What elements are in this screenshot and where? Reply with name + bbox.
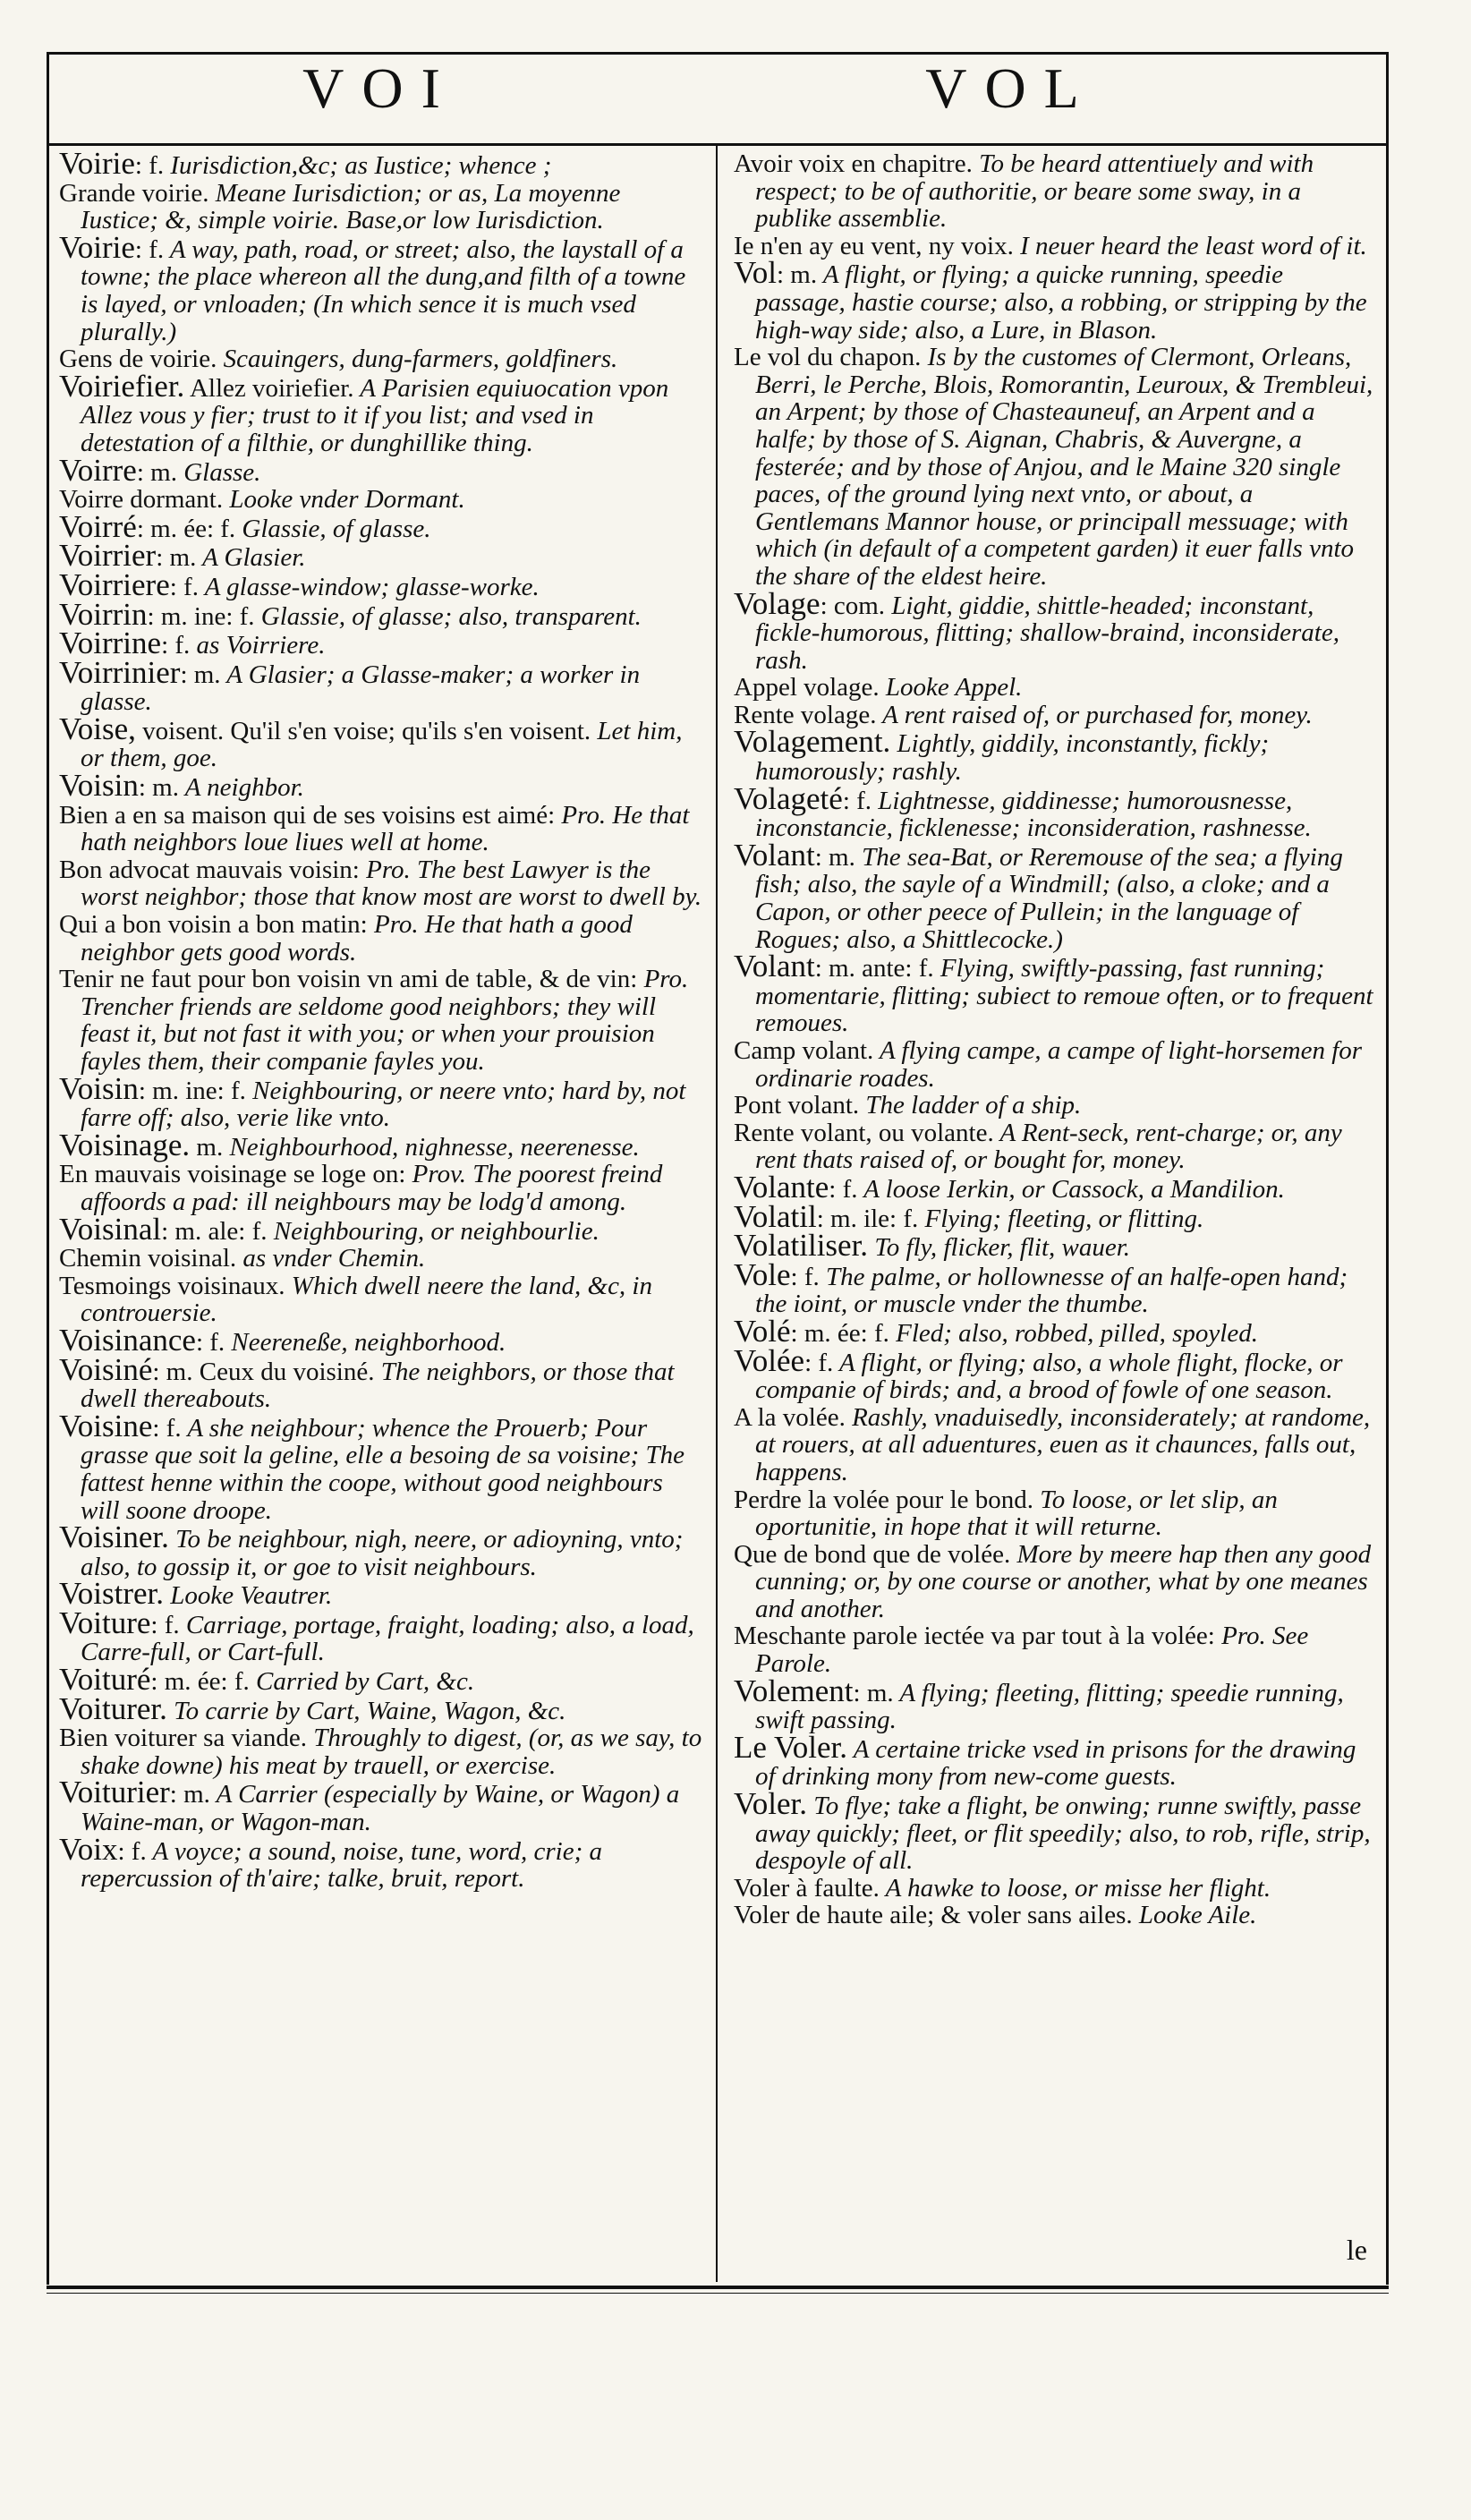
grammar-note: : f. bbox=[842, 786, 872, 815]
headword: Rente volage. bbox=[734, 700, 877, 729]
headword: Voirriere bbox=[59, 566, 170, 602]
dictionary-entry bbox=[734, 255, 1373, 345]
dictionary-subentry bbox=[734, 674, 1373, 702]
running-head-right: VOL bbox=[925, 56, 1097, 120]
dictionary-entry bbox=[59, 654, 703, 717]
definition: Glasse. bbox=[176, 457, 261, 487]
dictionary-entry bbox=[59, 1351, 703, 1414]
headword: Meschante parole iectée va par tout à la volée: bbox=[734, 1622, 1215, 1651]
headword: Avoir voix en chapitre. bbox=[734, 149, 973, 178]
definition: More by meere hap then any good cunning; or, by one course or another, what by one meanes and another. bbox=[755, 1539, 1372, 1623]
definition: To carrie by Cart, Waine, Wagon, &c. bbox=[166, 1696, 566, 1725]
headword: Voirrier bbox=[59, 538, 157, 574]
dictionary-entry bbox=[734, 1729, 1373, 1792]
definition: To loose, or let slip, an oportunitie, in hope that it will returne. bbox=[755, 1485, 1278, 1542]
grammar-note: : m. bbox=[777, 260, 818, 290]
headword: Gens de voirie. bbox=[59, 345, 217, 374]
definition: Looke vnder Dormant. bbox=[223, 485, 465, 515]
grammar-note: : m. ée: f. bbox=[790, 1318, 889, 1348]
headword: Volante bbox=[734, 1169, 829, 1205]
bottom-rule bbox=[47, 2286, 1389, 2289]
definition: Glassie, of glasse. bbox=[235, 514, 431, 543]
headword: Voisin bbox=[59, 1070, 139, 1106]
headword: Voix bbox=[59, 1831, 118, 1867]
headword: Volagement. bbox=[734, 724, 891, 760]
headword: Grande voirie. bbox=[59, 178, 209, 208]
definition: Fled; also, robbed, pilled, spoyled. bbox=[889, 1318, 1258, 1348]
definition: To be heard attentiuely and with respect; to be of authoritie, or beare some sway, in a publike assemblie. bbox=[755, 149, 1314, 234]
definition: To be neighbour, nigh, neere, or adioyning, vnto; also, to gossip it, or goe to visit neighbours. bbox=[81, 1525, 684, 1581]
headword: Bon advocat mauvais voisin: bbox=[59, 855, 360, 884]
headword: Volé bbox=[734, 1313, 791, 1349]
definition: A voyce; a sound, noise, tune, word, crie; a repercussion of th'aire; talke, bruit, report. bbox=[81, 1836, 603, 1894]
headword: Voise, bbox=[59, 711, 136, 746]
headword: Voiturer. bbox=[59, 1690, 167, 1726]
definition: Neereneße, neighborhood. bbox=[225, 1327, 506, 1357]
definition: Neighbourhood, nighnesse, neerenesse. bbox=[223, 1132, 640, 1162]
dictionary-entry bbox=[59, 711, 703, 773]
definition: Throughly to digest, (or, as we say, to shake downe) his meat by trauell, or exercise. bbox=[81, 1724, 702, 1780]
dictionary-subentry bbox=[59, 180, 703, 234]
headword: Volant bbox=[734, 949, 815, 984]
definition: The palme, or hollownesse of an halfe-open hand; the ioint, or muscle vnder the thumbe. bbox=[755, 1262, 1348, 1319]
dictionary-subentry bbox=[734, 1902, 1373, 1929]
dictionary-entry bbox=[59, 368, 703, 457]
headword: Voirre dormant. bbox=[59, 485, 224, 515]
dictionary-entry bbox=[734, 837, 1373, 954]
grammar-note: : com. bbox=[820, 591, 886, 620]
dictionary-subentry bbox=[734, 233, 1373, 260]
definition: To fly, flicker, flit, wauer. bbox=[868, 1233, 1131, 1263]
definition: Lightnesse, giddinesse; humorousnesse, inconstancie, ficklenesse; inconsideration, rashnesse. bbox=[755, 786, 1312, 843]
definition: A she neighbour; whence the Prouerb; Pour grasse que soit la geline, elle a besoing de sa voisine; The fattest henne within the coope, without good neighbours will soone droope. bbox=[81, 1413, 684, 1525]
headword: Voirrin bbox=[59, 596, 148, 632]
definition: Flying, swiftly-passing, fast running; momentarie, flitting; subiect to remoue often, or to frequent remoues. bbox=[755, 954, 1373, 1038]
definition: Is by the customes of Clermont, Orleans, Berri, le Perche, Blois, Romorantin, Leuroux, & Trembleui, an Arpent; by those of Chasteauneuf, an Arpent and a halfe; by those of S. Aignan, Chabris, & Auvergne, a festerée; and by those of Anjou, and le Maine 320 single paces, of the ground lying next vnto, or about, a Gentlemans Mannor house, or principall messuage; with which (in default of a competent garden) it euer falls vnto the share of the eldest heire. bbox=[755, 343, 1373, 591]
headword: Camp volant. bbox=[734, 1036, 874, 1065]
definition: Flying; fleeting, or flitting. bbox=[918, 1204, 1204, 1233]
grammar-note: : f. bbox=[134, 151, 165, 180]
dictionary-subentry bbox=[734, 150, 1373, 233]
grammar-note: m. bbox=[190, 1132, 224, 1162]
grammar-note: : m. bbox=[138, 773, 179, 803]
dictionary-entry bbox=[734, 585, 1373, 675]
column-divider bbox=[716, 145, 718, 2282]
headword: Volage bbox=[734, 585, 821, 621]
headword: Voiturier bbox=[59, 1775, 170, 1810]
definition: A way, path, road, or street; also, the laystall of a towne; the place whereon all the dung,and filth of a towne is layed, or vnloaden; (In which sence it is much vsed plurally.) bbox=[81, 234, 686, 346]
dictionary-entry bbox=[734, 1256, 1373, 1319]
grammar-note: : m. bbox=[156, 543, 197, 573]
definition: Which dwell neere the land, &c, in controuersie. bbox=[81, 1271, 652, 1328]
definition: A neighbor. bbox=[178, 773, 304, 803]
grammar-note: : m. ale: f. bbox=[161, 1216, 268, 1246]
dictionary-entry bbox=[59, 1605, 703, 1667]
definition: Light, giddie, shittle-headed; inconstant, fickle-humorous, flitting; shallow-braind, inconsiderate, rash. bbox=[755, 591, 1339, 675]
dictionary-subentry bbox=[734, 1622, 1373, 1677]
dictionary-entry bbox=[734, 780, 1373, 843]
definition: Looke Appel. bbox=[879, 673, 1023, 702]
dictionary-entry bbox=[59, 452, 703, 488]
dictionary-subentry bbox=[734, 1486, 1373, 1541]
definition: The sea-Bat, or Reremouse of the sea; a flying fish; also, the sayle of a Windmill; (also, a cloke; and a Capon, or other peece of Pullein; in the language of Rogues; also, a Shittlecocke.) bbox=[755, 842, 1343, 954]
headword: Volageté bbox=[734, 780, 843, 816]
definition: A hawke to loose, or misse her flight. bbox=[879, 1873, 1271, 1903]
headword: Voisinal bbox=[59, 1211, 162, 1247]
definition: A Glasier. bbox=[196, 543, 306, 573]
dictionary-subentry bbox=[59, 486, 703, 514]
headword: Voiriefier. bbox=[59, 368, 185, 404]
definition: Looke Aile. bbox=[1132, 1901, 1257, 1930]
grammar-note: : m. bbox=[814, 842, 855, 872]
headword: Voisiner. bbox=[59, 1520, 169, 1555]
headword: Voistrer. bbox=[59, 1576, 164, 1612]
headword: Voisin bbox=[59, 768, 139, 804]
definition: The ladder of a ship. bbox=[859, 1091, 1082, 1120]
dictionary-subentry bbox=[734, 1875, 1373, 1903]
headword: Voirie bbox=[59, 229, 135, 265]
headword: Appel volage. bbox=[734, 673, 880, 702]
dictionary-subentry bbox=[734, 344, 1373, 590]
headword: Le vol du chapon. bbox=[734, 343, 922, 372]
definition: Meane Iurisdiction; or as, La moyenne Iustice; &, simple voirie. Base,or low Iurisdiction. bbox=[81, 178, 621, 235]
grammar-note: : f. bbox=[150, 1610, 180, 1639]
definition: A flying; fleeting, flitting; speedie running, swift passing. bbox=[755, 1678, 1344, 1735]
headword: Voirie bbox=[59, 146, 135, 181]
grammar-note: : f. bbox=[117, 1836, 147, 1866]
dictionary-subentry bbox=[734, 1037, 1373, 1092]
headword: Voisinage. bbox=[59, 1127, 191, 1162]
headword: Le Voler. bbox=[734, 1729, 848, 1765]
definition: Pro. He that hath neighbors loue liues well at home. bbox=[81, 800, 690, 857]
left-column bbox=[59, 146, 703, 1894]
dictionary-entry bbox=[59, 1831, 703, 1894]
definition: A Glasier; a Glasse-maker; a worker in glasse. bbox=[81, 660, 641, 717]
definition: Lightly, giddily, inconstantly, fickly; humorously; rashly. bbox=[755, 729, 1270, 787]
definition: A Rent-seck, rent-charge; or, any rent thats raised of, or bought for, money. bbox=[755, 1118, 1342, 1175]
definition: Pro. He that hath a good neighbor gets good words. bbox=[81, 910, 633, 966]
dictionary-subentry bbox=[734, 1120, 1373, 1174]
headword: Bien a en sa maison qui de ses voisins est aimé: bbox=[59, 800, 556, 830]
headword: Vol bbox=[734, 255, 777, 291]
definition: Carried by Cart, &c. bbox=[249, 1667, 475, 1697]
dictionary-entry bbox=[734, 1342, 1373, 1405]
definition: as vnder Chemin. bbox=[236, 1244, 426, 1273]
grammar-note: Allez voiriefier. bbox=[184, 373, 354, 403]
definition: Pro. The best Lawyer is the worst neighbor; those that know most are worst to dwell by. bbox=[81, 855, 702, 912]
dictionary-entry bbox=[59, 566, 703, 602]
right-column bbox=[734, 150, 1373, 1929]
dictionary-entry bbox=[59, 1520, 703, 1581]
definition: The neighbors, or those that dwell thereabouts. bbox=[81, 1357, 675, 1414]
headword: Volement bbox=[734, 1673, 854, 1708]
grammar-note: : m. ile: f. bbox=[816, 1204, 919, 1233]
grammar-note: : f. bbox=[804, 1348, 834, 1377]
definition: A flying campe, a campe of light-horsemen for ordinarie roades. bbox=[755, 1036, 1363, 1093]
headword: Voisine bbox=[59, 1408, 153, 1443]
dictionary-subentry bbox=[59, 1273, 703, 1327]
dictionary-entry bbox=[734, 1786, 1373, 1876]
header-rule bbox=[47, 143, 1389, 146]
dictionary-entry bbox=[734, 949, 1373, 1038]
headword: Perdre la volée pour le bond. bbox=[734, 1485, 1034, 1514]
headword: Voirrinier bbox=[59, 654, 181, 690]
definition: Iurisdiction,&c; as Iustice; whence ; bbox=[164, 151, 552, 180]
headword: Ie n'en ay eu vent, ny voix. bbox=[734, 231, 1014, 260]
definition: Scauingers, dung-farmers, goldfiners. bbox=[217, 345, 618, 374]
definition: Pro. Trencher friends are seldome good neighbors; they will feast it, but not fast it with you; or when your prouision fayles them, their companie fayles you. bbox=[81, 965, 689, 1076]
grammar-note: voisent. Qu'il s'en voise; qu'ils s'en voisent. bbox=[135, 716, 591, 745]
running-head-left: VOI bbox=[302, 56, 458, 120]
definition: Prov. The poorest freind affoords a pad: ill neighbours may be lodg'd among. bbox=[81, 1160, 663, 1216]
grammar-note: : f. bbox=[790, 1262, 820, 1291]
dictionary-entry bbox=[734, 724, 1373, 787]
headword: Voler de haute aile; & voler sans ailes. bbox=[734, 1901, 1133, 1930]
grammar-note: : m. ée: f. bbox=[150, 1667, 250, 1697]
dictionary-subentry bbox=[59, 1161, 703, 1215]
grammar-note: : f. bbox=[195, 1327, 225, 1357]
headword: Voirré bbox=[59, 508, 137, 544]
headword: Voler. bbox=[734, 1786, 807, 1822]
dictionary-entry bbox=[734, 1313, 1373, 1349]
dictionary-entry bbox=[59, 1690, 703, 1726]
headword: Vole bbox=[734, 1256, 791, 1292]
definition: A glasse-window; glasse-worke. bbox=[198, 572, 540, 601]
headword: Voler à faulte. bbox=[734, 1873, 880, 1903]
definition: Neighbouring, or neighbourlie. bbox=[267, 1216, 599, 1246]
definition: A Carrier (especially by Waine, or Wagon) a Waine-man, or Wagon-man. bbox=[81, 1780, 680, 1837]
dictionary-entry bbox=[59, 1211, 703, 1247]
definition: Pro. See Parole. bbox=[755, 1622, 1309, 1679]
definition: To flye; take a flight, be onwing; runne swiftly, passe away quickly; fleet, or flit speedily; also, to rob, rifle, strip, despoyle of all. bbox=[755, 1792, 1371, 1876]
dictionary-subentry bbox=[59, 1245, 703, 1273]
definition: A certaine tricke vsed in prisons for the drawing of drinking mony from new-come guests. bbox=[755, 1734, 1356, 1792]
headword: Volée bbox=[734, 1342, 805, 1378]
headword: Voiture bbox=[59, 1605, 151, 1640]
grammar-note: : m. Ceux du voisiné. bbox=[152, 1357, 375, 1386]
dictionary-entry bbox=[59, 146, 703, 181]
definition: A loose Ierkin, or Cassock, a Mandilion. bbox=[857, 1174, 1285, 1204]
definition: Looke Veautrer. bbox=[164, 1581, 333, 1611]
dictionary-subentry bbox=[59, 802, 703, 856]
grammar-note: : f. bbox=[829, 1174, 858, 1204]
definition: A flight, or flying; a quicke running, speedie passage, hastie course; also, a robbing, or stripping by the high-way side; also, a Lure, in Blason. bbox=[755, 260, 1367, 345]
headword: A la volée. bbox=[734, 1402, 846, 1432]
headword: Voisiné bbox=[59, 1351, 153, 1387]
grammar-note: : m. ine: f. bbox=[138, 1076, 246, 1105]
dictionary-subentry bbox=[59, 966, 703, 1075]
definition: Carriage, portage, fraight, loading; also, a load, Carre-full, or Cart-full. bbox=[81, 1610, 694, 1667]
grammar-note: : m. bbox=[853, 1678, 894, 1707]
dictionary-entry bbox=[59, 1070, 703, 1133]
grammar-note: : f. bbox=[169, 572, 199, 601]
grammar-note: : m. ée: f. bbox=[136, 514, 236, 543]
headword: Voirrine bbox=[59, 626, 162, 661]
dictionary-subentry bbox=[59, 856, 703, 911]
headword: Tesmoings voisinaux. bbox=[59, 1271, 285, 1300]
dictionary-subentry bbox=[734, 1404, 1373, 1486]
headword: Chemin voisinal. bbox=[59, 1244, 237, 1273]
dictionary-subentry bbox=[734, 1092, 1373, 1120]
dictionary-entry bbox=[59, 1576, 703, 1612]
headword: Tenir ne faut pour bon voisin vn ami de table, & de vin: bbox=[59, 965, 638, 994]
dictionary-subentry bbox=[59, 911, 703, 966]
grammar-note: : f. bbox=[161, 631, 191, 660]
definition: as Voirriere. bbox=[190, 631, 326, 660]
definition: Glassie, of glasse; also, transparent. bbox=[254, 601, 642, 631]
grammar-note: : m. bbox=[136, 457, 177, 487]
dictionary-entry bbox=[59, 768, 703, 804]
grammar-note: : f. bbox=[134, 234, 165, 264]
grammar-note: : m. bbox=[169, 1780, 210, 1809]
dictionary-entry bbox=[734, 1169, 1373, 1205]
definition: Rashly, vnaduisedly, inconsiderately; at randome, at rouers, at all aduentures, euen as it chaunces, falls out, happens. bbox=[755, 1402, 1371, 1486]
grammar-note: : m. ine: f. bbox=[147, 601, 255, 631]
dictionary-subentry bbox=[734, 1541, 1373, 1623]
headword: Rente volant, ou volante. bbox=[734, 1118, 994, 1147]
definition: Neighbouring, or neere vnto; hard by, not farre off; also, verie like vnto. bbox=[81, 1076, 686, 1133]
headword: Volant bbox=[734, 837, 815, 873]
headword: Bien voiturer sa viande. bbox=[59, 1724, 308, 1753]
headword: Que de bond que de volée. bbox=[734, 1539, 1011, 1569]
dictionary-entry bbox=[59, 1322, 703, 1358]
headword: Volatiliser. bbox=[734, 1228, 869, 1264]
dictionary-entry bbox=[59, 229, 703, 346]
headword: Voituré bbox=[59, 1662, 151, 1698]
headword: En mauvais voisinage se loge on: bbox=[59, 1160, 406, 1189]
definition: A rent raised of, or purchased for, money. bbox=[876, 700, 1313, 729]
grammar-note: : m. bbox=[180, 660, 221, 689]
definition: Let him, or them, goe. bbox=[81, 716, 683, 773]
definition: I neuer heard the least word of it. bbox=[1013, 231, 1367, 260]
dictionary-subentry bbox=[59, 1724, 703, 1779]
bottom-rule-thin bbox=[47, 2293, 1389, 2294]
headword: Voirre bbox=[59, 452, 137, 488]
dictionary-entry bbox=[734, 1228, 1373, 1264]
headword: Pont volant. bbox=[734, 1091, 860, 1120]
headword: Volatil bbox=[734, 1198, 817, 1234]
dictionary-entry bbox=[734, 1673, 1373, 1735]
definition: A flight, or flying; also, a whole flight, flocke, or companie of birds; and, a brood of fowle of one season. bbox=[755, 1348, 1343, 1405]
headword: Qui a bon voisin a bon matin: bbox=[59, 910, 368, 940]
grammar-note: : f. bbox=[152, 1413, 182, 1443]
dictionary-entry bbox=[59, 1408, 703, 1525]
definition: A Parisien equiuocation vpon Allez vous y fier; trust to it if you list; and vsed in detestation of a filthie, or dunghillike thing. bbox=[81, 373, 669, 457]
grammar-note: : m. ante: f. bbox=[814, 954, 934, 983]
dictionary-entry bbox=[59, 1775, 703, 1837]
headword: Voisinance bbox=[59, 1322, 196, 1358]
dictionary-entry bbox=[59, 1127, 703, 1162]
catchword: le bbox=[1346, 2234, 1367, 2266]
